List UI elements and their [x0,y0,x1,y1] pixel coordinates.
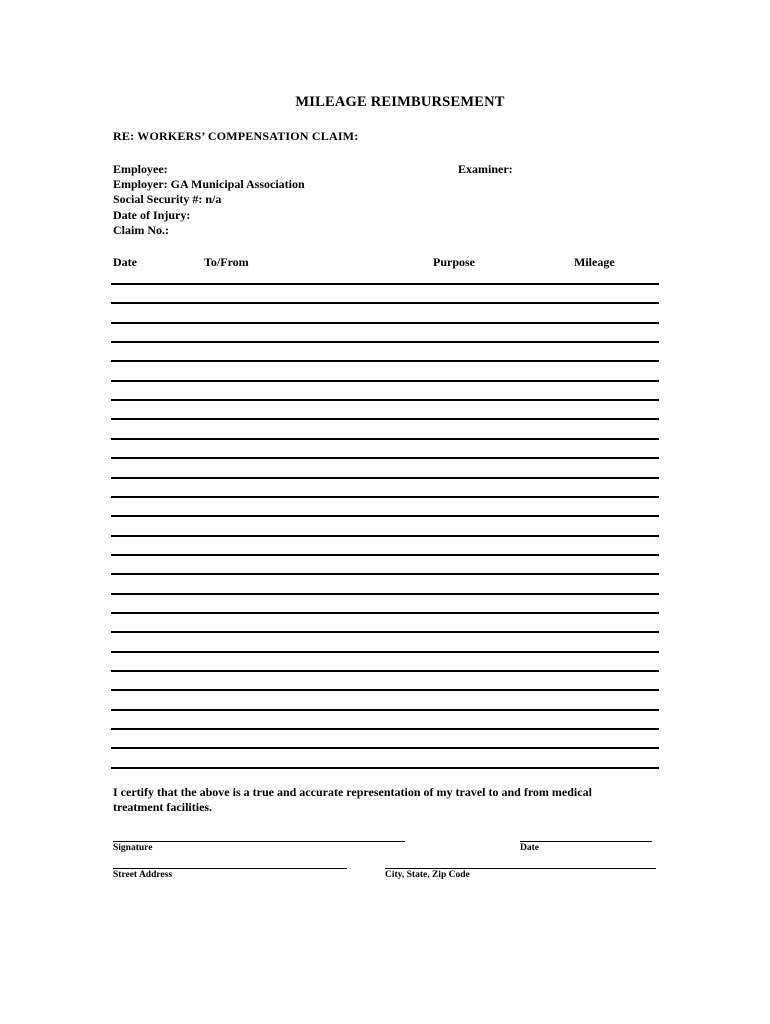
signature-line [113,841,405,842]
column-header-date: Date [113,255,137,269]
street-address-line [113,868,347,869]
entry-line [111,709,659,711]
entry-line [111,496,659,498]
city-state-zip-line [385,868,656,869]
entry-line [111,399,659,401]
entry-line [111,747,659,749]
entry-line [111,728,659,730]
form-title: MILEAGE REIMBURSEMENT [295,94,505,110]
entry-line [111,322,659,324]
entry-line [111,360,659,362]
entry-line [111,554,659,556]
entry-line [111,767,659,769]
entry-line [111,670,659,672]
city-state-zip-label: City, State, Zip Code [385,870,470,880]
entry-line [111,593,659,595]
entry-line [111,302,659,304]
date-line [520,841,652,842]
entry-line [111,418,659,420]
entry-line [111,651,659,653]
column-header-purpose: Purpose [433,255,475,269]
entry-line [111,689,659,691]
signature-label: Signature [113,843,153,853]
entry-line [111,457,659,459]
entry-line [111,380,659,382]
entry-line [111,631,659,633]
employee-field: Employee: [113,162,168,176]
social-security-field: Social Security #: n/a [113,192,222,207]
entry-line [111,535,659,537]
certification-statement: I certify that the above is a true and accurate representation of my travel to and from medical treatment facilities. [113,785,592,814]
re-line: RE: WORKERS’ COMPENSATION CLAIM: [113,129,359,143]
date-label: Date [520,843,539,853]
entry-line [111,612,659,614]
date-of-injury-field: Date of Injury: [113,207,191,222]
entry-line [111,438,659,440]
street-address-label: Street Address [113,870,173,880]
entry-line [111,341,659,343]
examiner-field: Examiner: [458,162,513,176]
entry-line [111,477,659,479]
column-header-to-from: To/From [204,255,249,269]
entry-line [111,573,659,575]
claim-info-block [113,162,305,238]
entry-line [111,515,659,517]
column-header-mileage: Mileage [574,255,615,269]
claim-number-field: Claim No.: [113,222,169,237]
entry-line [111,283,659,285]
employer-field: Employer: GA Municipal Association [113,177,305,192]
